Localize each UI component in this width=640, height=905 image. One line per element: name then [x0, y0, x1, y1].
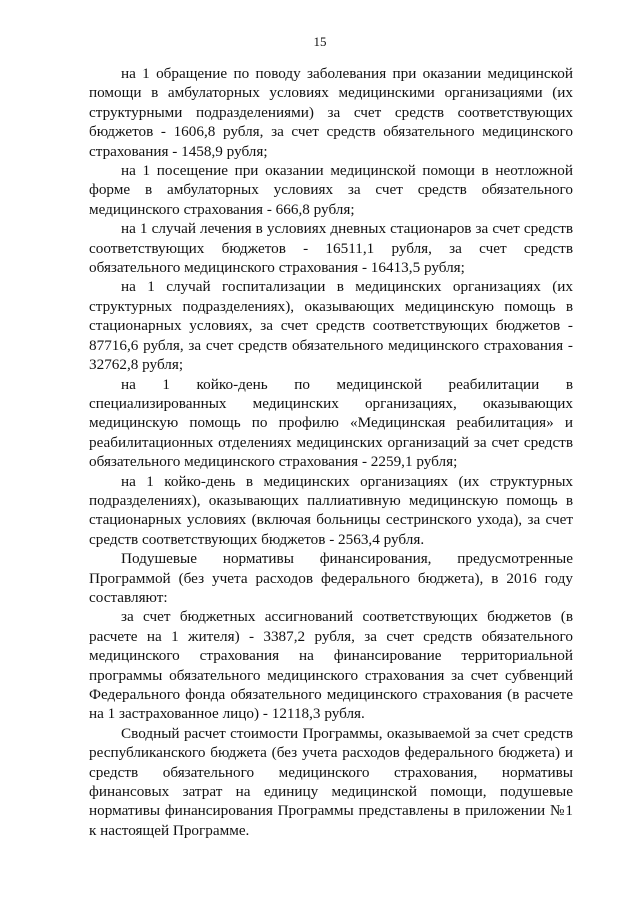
paragraph-outpatient-visit-rate: на 1 обращение по поводу заболевания при оказании медицинской помощи в амбулаторных условиях медицинскими организациями (их структурными подразделениями) за счет средств соответствующих бюджетов - 1606,8 рубля, за счет средств обязательного медицинского страхования - 1458,9 рубля;: [89, 65, 573, 160]
paragraph-day-hospital-rate: на 1 случай лечения в условиях дневных стационаров за счет средств соответствующих бюджетов - 16511,1 рубля, за счет средств обязательного медицинского страхования - 16413,5 рубля;: [89, 220, 573, 277]
document-body: [89, 64, 573, 840]
paragraph-summary-calculation: Сводный расчет стоимости Программы, оказываемой за счет средств республиканского бюджета (без учета расходов федерального бюджета) и средств обязательного медицинского страхования, нормативы финансовых затрат на единицу медицинской помощи, подушевые нормативы финансирования Программы представлены в приложении №1 к настоящей Программе.: [89, 724, 573, 839]
paragraph-palliative-bed-day-rate: на 1 койко-день в медицинских организациях (их структурных подразделениях), оказывающих паллиативную медицинскую помощь в стационарных условиях (включая больницы сестринского ухода), за счет средств соответствующих бюджетов - 2563,4 рубля.: [89, 472, 573, 548]
page-number: 15: [313, 34, 327, 49]
paragraph-hospitalization-rate: на 1 случай госпитализации в медицинских организациях (их структурных подразделениях), оказывающих медицинскую помощь в стационарных условиях, за счет средств соответствующих бюджетов - 87716,6 рубля, за счет средств обязательного медицинского страхования - 32762,8 рубля;: [89, 278, 573, 374]
paragraph-per-capita-values: за счет бюджетных ассигнований соответствующих бюджетов (в расчете на 1 жителя) - 3387,2 рубля, за счет средств обязательного медицинского страхования на финансирование территориальной программы обязательного медицинского страхования за счет субвенций Федерального фонда обязательного медицинского страхования (в расчете на 1 застрахованное лицо) - 12118,3 рубля.: [89, 608, 573, 723]
paragraph-emergency-visit-rate: на 1 посещение при оказании медицинской помощи в неотложной форме в амбулаторных условиях за счет средств обязательного медицинского страхования - 666,8 рубля;: [89, 162, 573, 218]
paragraph-rehabilitation-bed-day-rate: на 1 койко-день по медицинской реабилитации в специализированных медицинских организациях, оказывающих медицинскую помощь по профилю «Медицинская реабилитация» и реабилитационных отделениях медицинских организаций за счет средств обязательного медицинского страхования - 2259,1 рубля;: [89, 375, 573, 471]
paragraph-per-capita-intro: Подушевые нормативы финансирования, предусмотренные Программой (без учета расходов федерального бюджета), в 2016 году составляют:: [89, 550, 573, 606]
